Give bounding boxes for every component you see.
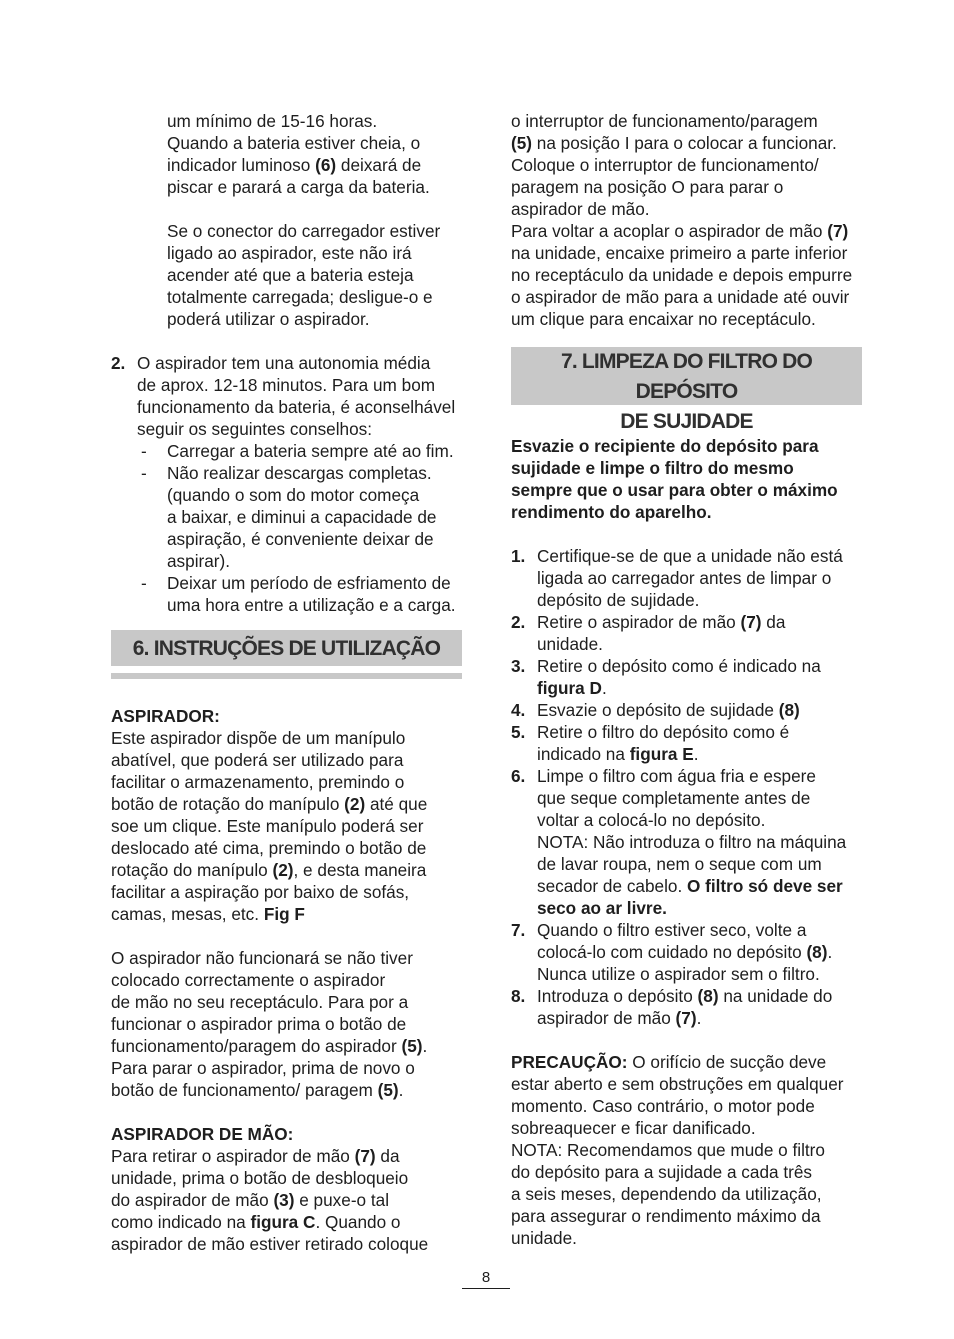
text-line: totalmente carregada; desligue-o e	[167, 287, 433, 307]
list-item-6	[511, 765, 871, 919]
subsection-title: ASPIRADOR DE MÃO:	[111, 1124, 294, 1144]
text-line: botão de funcionamento/ paragem (5).	[111, 1080, 404, 1100]
text-line: aspiração, é conveniente deixar de	[167, 529, 434, 549]
text-line: PRECAUÇÃO: O orifício de sucção deve	[511, 1052, 827, 1072]
text-line: Retire o aspirador de mão (7) da	[537, 612, 786, 632]
text-line: Não realizar descargas completas.	[167, 463, 432, 483]
text-line: momento. Caso contrário, o motor pode	[511, 1096, 815, 1116]
text-line: facilitar a aspiração por baixo de sofás,	[111, 882, 410, 902]
text-line: rotação do manípulo (2), e desta maneira	[111, 860, 427, 880]
text-line: o aspirador de mão para a unidade até ouvir	[511, 287, 850, 307]
text-line: rendimento do aparelho.	[511, 502, 712, 522]
text-line: colocá-lo com cuidado no depósito (8).	[537, 942, 833, 962]
list-number: 3.	[511, 656, 526, 676]
list-item-3	[511, 655, 871, 699]
list-item-2	[111, 352, 471, 440]
text-line: Limpe o filtro com água fria e espere	[537, 766, 816, 786]
text-line: estar aberto e sem obstruções em qualquer	[511, 1074, 844, 1094]
text-line: Esvazie o depósito de sujidade (8)	[537, 700, 800, 720]
text-line: unidade.	[537, 634, 603, 654]
text-line: como indicado na figura C. Quando o	[111, 1212, 401, 1232]
text-line: a seis meses, dependendo da utilização,	[511, 1184, 822, 1204]
text-line: o interruptor de funcionamento/paragem	[511, 111, 818, 131]
text-line: Para parar o aspirador, prima de novo o	[111, 1058, 415, 1078]
text-line: de lavar roupa, nem o seque com um	[537, 854, 822, 874]
text-line: indicado na figura E.	[537, 744, 699, 764]
list-number: 4.	[511, 700, 526, 720]
section-heading-6: 6. INSTRUÇÕES DE UTILIZAÇÃO	[111, 630, 462, 666]
text-line: Introduza o depósito (8) na unidade do	[537, 986, 833, 1006]
text-line: sujidade e limpe o filtro do mesmo	[511, 458, 794, 478]
right-column	[511, 110, 871, 1249]
text-line: aspirador de mão (7).	[537, 1008, 702, 1028]
text-line: abatível, que poderá ser utilizado para	[111, 750, 404, 770]
section-heading-7: 7. LIMPEZA DO FILTRO DO DEPÓSITO DE SUJIDADE	[511, 347, 862, 405]
text-line: secador de cabelo. O filtro só deve ser	[537, 876, 843, 896]
text-line: ligada ao carregador antes de limpar o	[537, 568, 832, 588]
text-line: sobreaquecer e ficar danificado.	[511, 1118, 756, 1138]
list-number: 1.	[511, 546, 526, 566]
text-line: um mínimo de 15-16 horas.	[167, 111, 378, 131]
text-line: Quando o filtro estiver seco, volte a	[537, 920, 807, 940]
text-line: Esvazie o recipiente do depósito para	[511, 436, 819, 456]
text-line: do aspirador de mão (3) e puxe-o tal	[111, 1190, 390, 1210]
text-line: Coloque o interruptor de funcionamento/	[511, 155, 819, 175]
list-item-7	[511, 919, 871, 985]
list-number: 5.	[511, 722, 526, 742]
text-line: aspirador de mão estiver retirado coloque	[111, 1234, 429, 1254]
text-line: piscar e parará a carga da bateria.	[167, 177, 430, 197]
list-item-5	[511, 721, 871, 765]
text-line: no receptáculo da unidade e depois empurre	[511, 265, 853, 285]
list-item-2	[511, 611, 871, 655]
text-line: Para voltar a acoplar o aspirador de mão (7)	[511, 221, 849, 241]
dash-item: - Não realizar descargas completas. (quando o som do motor começa a baixar, e diminui a capacidade de aspiração, é conveniente deixar de aspirar).	[111, 462, 471, 572]
text-line: figura D.	[537, 678, 607, 698]
text-line: Se o conector do carregador estiver	[167, 221, 441, 241]
text-line: um clique para encaixar no receptáculo.	[511, 309, 816, 329]
charging-paragraph	[111, 110, 471, 330]
text-line: uma hora entre a utilização e a carga.	[167, 595, 456, 615]
text-line: (quando o som do motor começa	[167, 485, 420, 505]
text-line: aspirador de mão.	[511, 199, 650, 219]
text-line: ligado ao aspirador, este não irá	[167, 243, 412, 263]
text-line: Retire o depósito como é indicado na	[537, 656, 821, 676]
text-line: acender até que a bateria esteja	[167, 265, 414, 285]
subsection-title: ASPIRADOR:	[111, 706, 220, 726]
text-line: Certifique-se de que a unidade não está	[537, 546, 843, 566]
text-line: Deixar um período de esfriamento de	[167, 573, 451, 593]
text-line: O aspirador não funcionará se não tiver	[111, 948, 413, 968]
text-line: (5) na posição I para o colocar a funcionar.	[511, 133, 837, 153]
text-line: O aspirador tem una autonomia média	[137, 353, 431, 373]
text-line: para assegurar o rendimento máximo da	[511, 1206, 821, 1226]
dash-item: - Deixar um período de esfriamento de uma hora entre a utilização e a carga.	[111, 572, 471, 616]
text-line: Quando a bateria estiver cheia, o	[167, 133, 421, 153]
text-line: colocado correctamente o aspirador	[111, 970, 386, 990]
text-line: camas, mesas, etc. Fig F	[111, 904, 305, 924]
text-line: do depósito para a sujidade a cada três	[511, 1162, 812, 1182]
text-line: indicador luminoso (6) deixará de	[167, 155, 422, 175]
text-line: de mão no seu receptáculo. Para por a	[111, 992, 409, 1012]
page-number: 8	[481, 1269, 491, 1286]
text-line: deslocado até cima, premindo o botão de	[111, 838, 427, 858]
text-line: poderá utilizar o aspirador.	[167, 309, 370, 329]
list-number: 2.	[111, 353, 126, 373]
list-number: 7.	[511, 920, 526, 940]
text-line: de aprox. 12-18 minutos. Para um bom	[137, 375, 436, 395]
list-number: 6.	[511, 766, 526, 786]
list-item-4	[511, 699, 871, 721]
left-column	[111, 110, 471, 1255]
list-number: 2.	[511, 612, 526, 632]
bold-intro	[511, 435, 871, 523]
text-line: Este aspirador dispõe de um manípulo	[111, 728, 406, 748]
text-line: botão de rotação do manípulo (2) até que	[111, 794, 428, 814]
text-line: funcionamento/paragem do aspirador (5).	[111, 1036, 428, 1056]
text-line: NOTA: Recomendamos que mude o filtro	[511, 1140, 825, 1160]
page-number-underline	[462, 1288, 510, 1289]
text-line: que seque completamente antes de	[537, 788, 811, 808]
dash-item: - Carregar a bateria sempre até ao fim.	[111, 440, 471, 462]
text-line: sempre que o usar para obter o máximo	[511, 480, 838, 500]
text-line: Nunca utilize o aspirador sem o filtro.	[537, 964, 820, 984]
text-line: soe um clique. Este manípulo poderá ser	[111, 816, 424, 836]
text-line: aspirar).	[167, 551, 231, 571]
text-line: funcionar o aspirador prima o botão de	[111, 1014, 407, 1034]
list-item-1	[511, 545, 871, 611]
list-number: 8.	[511, 986, 526, 1006]
text-line: funcionamento da bateria, é aconselhável	[137, 397, 456, 417]
text-line: voltar a colocá-lo no depósito.	[537, 810, 766, 830]
text-line: unidade, prima o botão de desbloqueio	[111, 1168, 409, 1188]
text-line: a baixar, e diminui a capacidade de	[167, 507, 437, 527]
text-line: Carregar a bateria sempre até ao fim.	[167, 441, 454, 461]
text-line: paragem na posição O para parar o	[511, 177, 784, 197]
list-item-8	[511, 985, 871, 1029]
text-line: Para retirar o aspirador de mão (7) da	[111, 1146, 400, 1166]
text-line: seguir os seguintes conselhos:	[137, 419, 373, 439]
text-line: seco ao ar livre.	[537, 898, 667, 918]
text-line: Retire o filtro do depósito como é	[537, 722, 790, 742]
text-line: na unidade, encaixe primeiro a parte inferior	[511, 243, 848, 263]
text-line: unidade.	[511, 1228, 577, 1248]
text-line: facilitar o armazenamento, premindo o	[111, 772, 405, 792]
text-line: NOTA: Não introduza o filtro na máquina	[537, 832, 847, 852]
text-line: depósito de sujidade.	[537, 590, 700, 610]
